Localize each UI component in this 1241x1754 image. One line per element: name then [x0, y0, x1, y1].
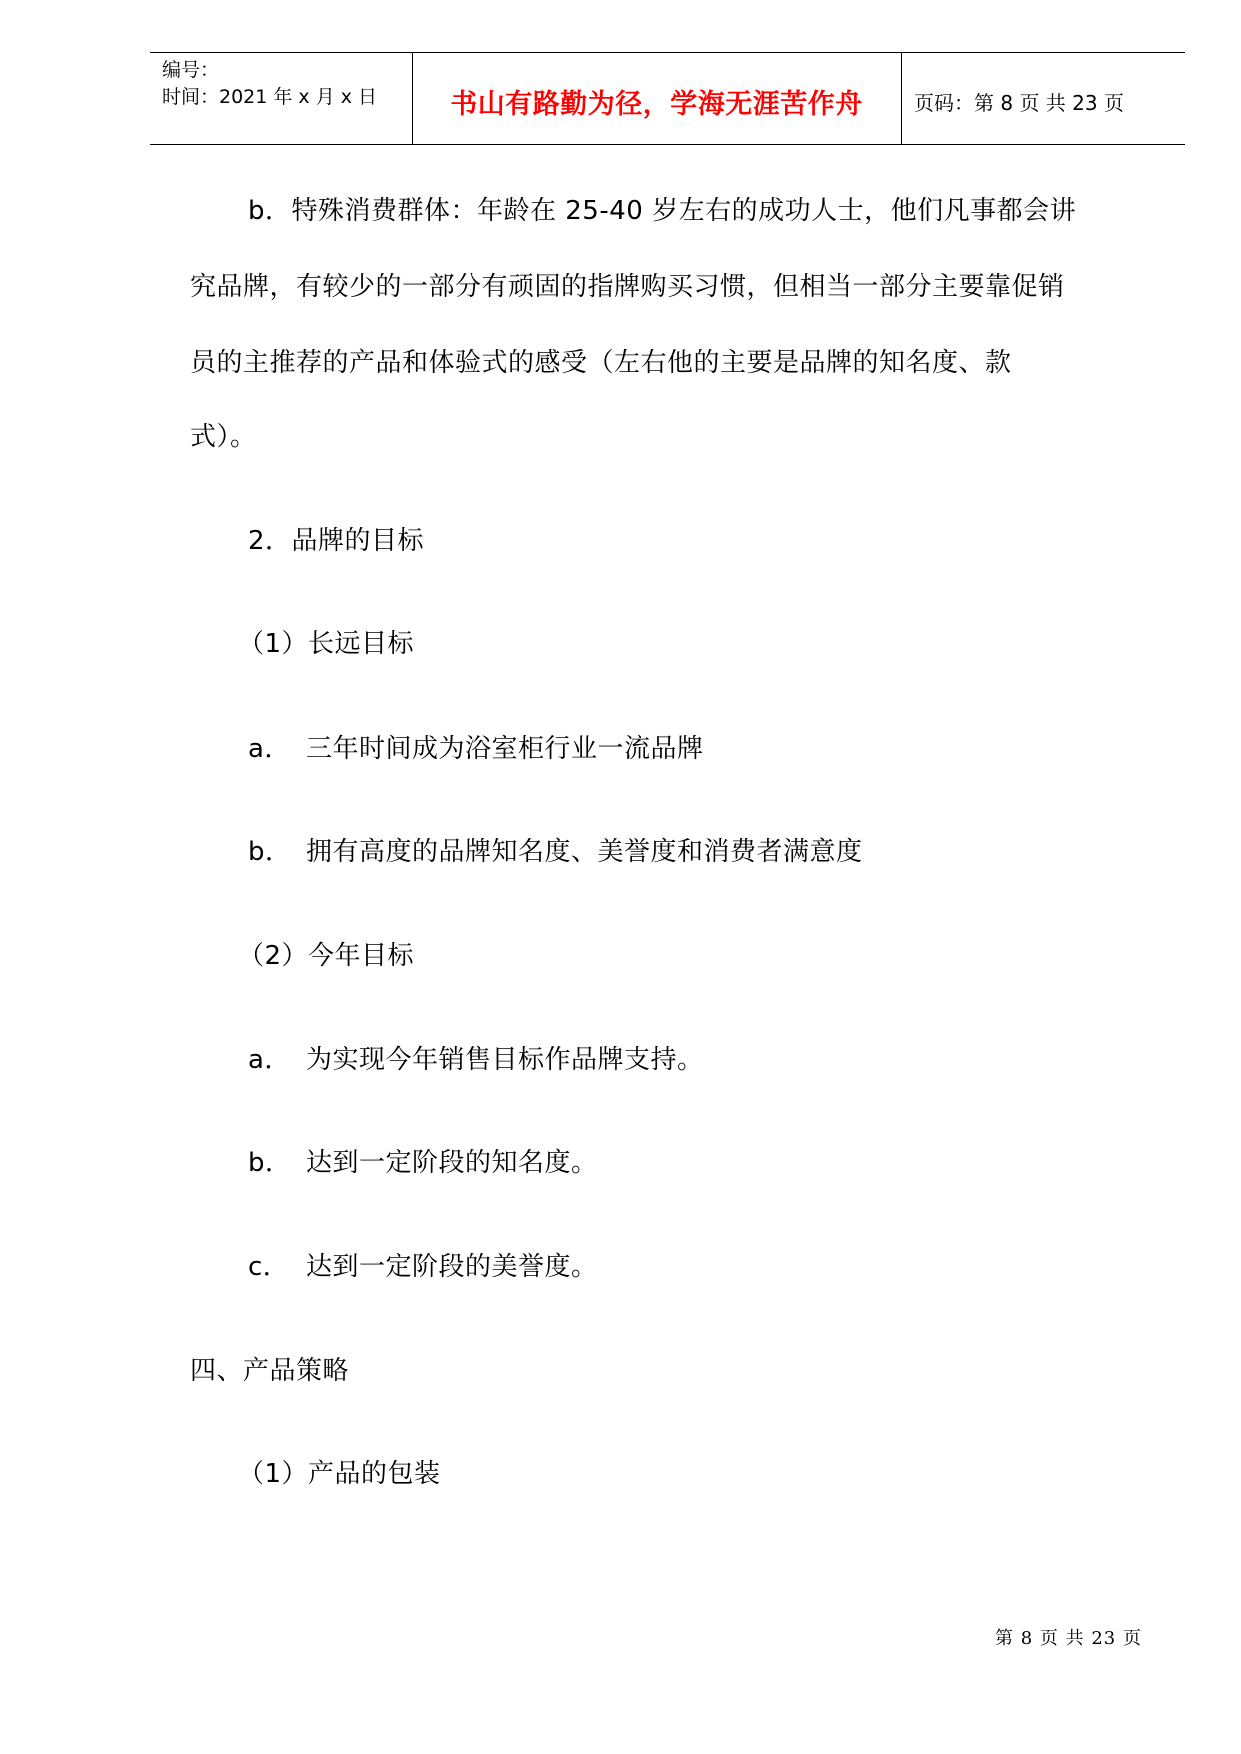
list-item-text: 为实现今年销售目标作品牌支持。	[306, 1045, 704, 1075]
list-item	[248, 835, 863, 869]
list-item-label: a．	[248, 734, 291, 764]
paragraph-line: 究品牌，有较少的一部分有顽固的指牌购买习惯，但相当一部分主要靠促销	[190, 272, 1065, 302]
list-item-label: c．	[248, 1252, 290, 1282]
subsection-heading: （2）今年目标	[238, 941, 415, 971]
paragraph-line: 员的主推荐的产品和体验式的感受（左右他的主要是品牌的知名度、款	[190, 348, 1012, 378]
section-heading: 2．品牌的目标	[248, 526, 425, 556]
list-item	[248, 1043, 704, 1077]
header-page-info: 页码：第 8 页 共 23 页	[914, 91, 1124, 115]
header-motto: 书山有路勤为径，学海无涯苦作舟	[450, 89, 863, 120]
list-item-label: a．	[248, 1045, 291, 1075]
subsection-heading: （1）长远目标	[238, 629, 415, 659]
code-label: 编号：	[162, 59, 220, 81]
subsection-heading: （1）产品的包装	[238, 1459, 441, 1489]
page-footer: 第 8 页 共 23 页	[995, 1628, 1142, 1649]
page-header	[150, 52, 1185, 145]
header-divider	[901, 53, 902, 145]
paragraph-line: 式）。	[190, 422, 257, 452]
time-label: 时间：2021 年 x 月 x 日	[162, 86, 378, 108]
list-item	[248, 1250, 598, 1284]
list-item-text: 三年时间成为浴室柜行业一流品牌	[306, 734, 704, 764]
list-item-text: 达到一定阶段的美誉度。	[306, 1252, 598, 1282]
section-heading: 四、产品策略	[190, 1356, 350, 1386]
paragraph-line: b．特殊消费群体：年龄在 25-40 岁左右的成功人士，他们凡事都会讲	[248, 196, 1077, 226]
list-item	[248, 1146, 598, 1180]
list-item-text: 达到一定阶段的知名度。	[306, 1148, 598, 1178]
header-meta	[162, 57, 377, 111]
list-item	[248, 732, 704, 766]
list-item-label: b．	[248, 837, 292, 867]
list-item-label: b．	[248, 1148, 292, 1178]
list-item-text: 拥有高度的品牌知名度、美誉度和消费者满意度	[306, 837, 863, 867]
